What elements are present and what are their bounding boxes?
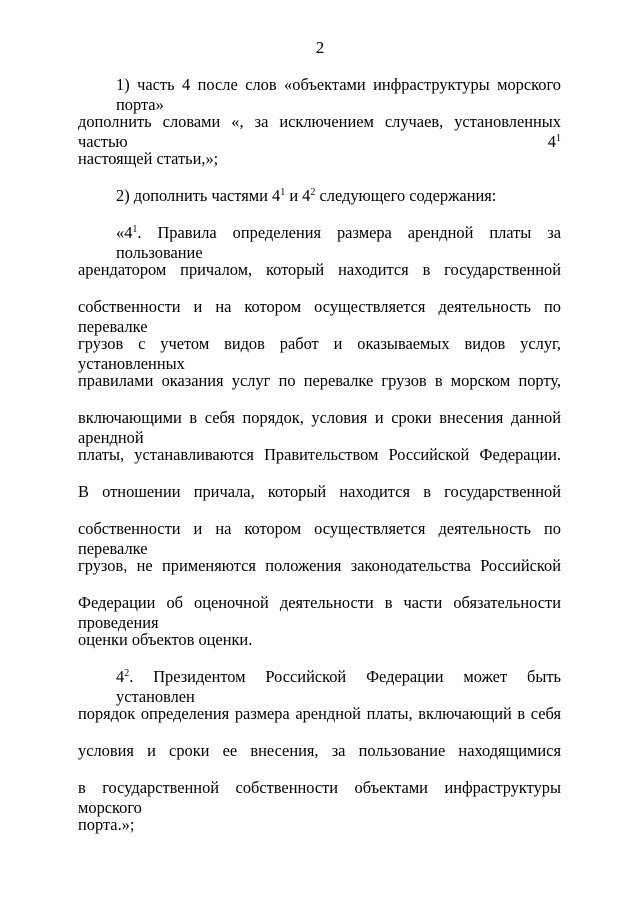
text-line: собственности и на котором осуществляется деятельность по перевалке [78,297,561,336]
text-line: 1) часть 4 после слов «объектами инфраструктуры морского порта» [116,75,561,114]
text-line: порта.»; [78,815,135,834]
superscript: 2 [124,668,130,679]
text-line: $4^2$. Президентом Российской Федерации может быть установлен [116,667,561,706]
text-line: арендатором причалом, который находится в государственной [78,260,561,279]
superscript: 1 [556,133,561,144]
text-line: собственности и на котором осуществляется деятельность по перевалке [78,519,561,558]
text-line: 2) дополнить частями $4^1$ и $4^2$ следующего содержания: [116,186,497,205]
text-line: грузов, не применяются положения законодательства Российской [78,556,561,575]
text-line: порядок определения размера арендной платы, включающий в себя [78,704,561,723]
text-line: настоящей статьи,»; [78,149,219,168]
superscript: 1 [280,187,286,198]
text-line: грузов с учетом видов работ и оказываемых видов услуг, установленных [78,334,561,373]
superscript: 1 [132,224,138,235]
text-line: правилами оказания услуг по перевалке грузов в морском порту, [78,371,561,390]
text-line: «$4^1$. Правила определения размера арендной платы за пользование [116,223,561,262]
text-line: оценки объектов оценки. [78,630,253,649]
text-line: Федерации об оценочной деятельности в части обязательности проведения [78,593,561,632]
superscript: 2 [310,187,316,198]
text-line: условия и сроки ее внесения, за пользование находящимися [78,741,561,760]
text-line: в государственной собственности объектами инфраструктуры морского [78,778,561,817]
text-line: дополнить словами «, за исключением случаев, установленных частью $4^1$ [78,112,561,151]
page-number: 2 [315,38,325,57]
text-line: платы, устанавливаются Правительством Российской Федерации. [78,445,561,464]
text-line: В отношении причала, который находится в государственной [78,482,561,501]
text-line: включающими в себя порядок, условия и сроки внесения данной арендной [78,408,561,447]
